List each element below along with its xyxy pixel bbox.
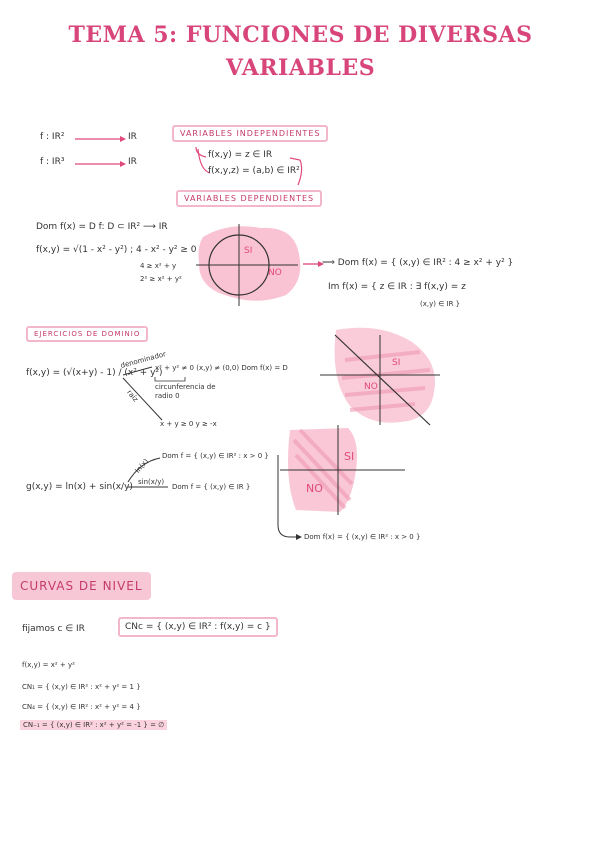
- domain-disk-graph: [196, 224, 300, 306]
- graph2-label-no: NO: [306, 482, 323, 495]
- exercise-1-function: f(x,y) = (√(x+y) - 1) / (x² + y²): [26, 368, 163, 378]
- domain-ln: Dom f = { (x,y) ∈ IR² : x > 0 }: [162, 452, 269, 460]
- domain-result: ⟹ Dom f(x) = { (x,y) ∈ IR² : 4 ≥ x² + y² }: [322, 258, 514, 268]
- graph1-label-no: NO: [364, 382, 378, 392]
- domain-step-1: 4 ≥ x² + y: [140, 262, 177, 270]
- level-example-function: f(x,y) = x² + y²: [22, 661, 75, 669]
- graph-label-no: NO: [268, 268, 282, 278]
- circ-label: circunferencia de: [155, 383, 216, 391]
- level-curve-definition: CNc = { (x,y) ∈ IR² : f(x,y) = c }: [118, 617, 278, 637]
- exercise-2-function: g(x,y) = ln(x) + sin(x/y): [26, 482, 133, 492]
- codomain-r-2: IR: [128, 157, 137, 167]
- function-r3: f : IR³: [40, 157, 65, 167]
- graph1-label-si: SI: [392, 358, 401, 368]
- exercise-2-final-domain: Dom f(x) = { (x,y) ∈ IR² : x > 0 }: [304, 533, 421, 541]
- graph2-label-si: SI: [344, 450, 355, 463]
- label-ln: ln(x): [133, 457, 151, 475]
- image-result: Im f(x) = { z ∈ IR : ∃ f(x,y) = z: [328, 282, 466, 292]
- domain-definition: Dom f(x) = D f: D ⊂ IR² ⟶ IR: [36, 222, 168, 232]
- domain-sin: Dom f = { (x,y) ∈ IR }: [172, 483, 251, 491]
- example-function: f(x,y) = √(1 - x² - y²) ; 4 - x² - y² ≥ 0: [36, 245, 197, 255]
- heading-curvas-de-nivel: CURVAS DE NIVEL: [12, 572, 151, 600]
- tag-variables-dependientes: VARIABLES DEPENDIENTES: [176, 190, 322, 207]
- level-curve-4: CN₄ = { (x,y) ∈ IR² : x² + y² = 4 }: [22, 703, 141, 711]
- tag-variables-independientes: VARIABLES INDEPENDIENTES: [172, 125, 328, 142]
- level-curve-1: CN₁ = { (x,y) ∈ IR² : x² + y² = 1 }: [22, 683, 141, 691]
- label-denominador: denominador: [119, 350, 167, 370]
- image-result-cont: (x,y) ∈ IR }: [420, 300, 461, 308]
- fijamos-c: fijamos c ∈ IR: [22, 624, 85, 634]
- half-plane-graph-1: [320, 328, 440, 425]
- radio-label: radio 0: [155, 392, 180, 400]
- exercise-1-condition: x² + y² ≠ 0 (x,y) ≠ (0,0) Dom f(x) = D: [155, 364, 288, 372]
- function-r2: f : IR²: [40, 132, 65, 142]
- page-title-line2: VARIABLES: [225, 55, 376, 81]
- heading-ejercicios-dominio: EJERCICIOS DE DOMINIO: [26, 326, 148, 342]
- label-sin: sin(x/y): [138, 478, 165, 486]
- half-plane-graph-2: [280, 425, 405, 515]
- exercise-1-condition-2: x + y ≥ 0 y ≥ -x: [160, 420, 217, 428]
- label-raiz: raíz: [125, 388, 140, 404]
- level-curve-negative: CN₋₁ = { (x,y) ∈ IR² : x² + y² = -1 } = ∅: [20, 720, 167, 730]
- domain-step-2: 2² ≥ x² + y²: [140, 275, 182, 283]
- page-title: TEMA 5: FUNCIONES DE DIVERSAS: [68, 22, 533, 48]
- equation-z: f(x,y) = z ∈ IR: [208, 150, 273, 160]
- codomain-r: IR: [128, 132, 137, 142]
- graph-label-si: SI: [244, 246, 253, 256]
- equation-ab: f(x,y,z) = (a,b) ∈ IR²: [208, 166, 300, 176]
